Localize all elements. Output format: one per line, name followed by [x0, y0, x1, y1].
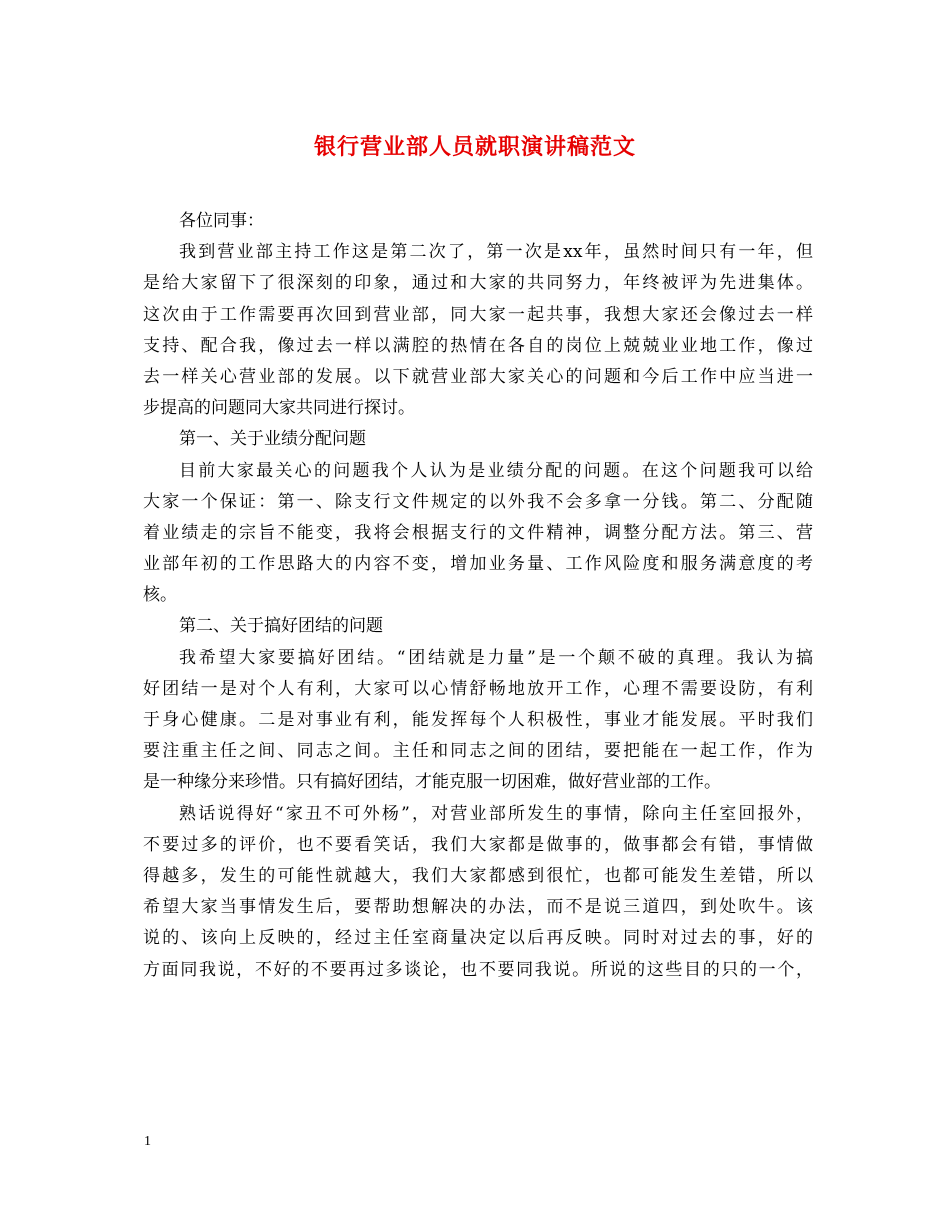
text-line: 得越多，发生的可能性就越大，我们大家都感到很忙，也都可能发生差错，所以	[143, 865, 813, 886]
text-line: 业部年初的工作思路大的内容不变，增加业务量、工作风险度和服务满意度的考	[143, 554, 813, 575]
text-line: 要注重主任之间、同志之间。主任和同志之间的团结，要把能在一起工作，作为	[143, 741, 813, 762]
document-title: 银行营业部人员就职演讲稿范文	[313, 134, 636, 160]
document-body	[143, 206, 813, 986]
text-line: 步提高的问题同大家共同进行探讨。	[143, 398, 415, 419]
text-line: 说的、该向上反映的，经过主任室商量决定以后再反映。同时对过去的事，好的	[143, 928, 813, 949]
page-number: 1	[144, 1134, 151, 1149]
text-line: 我希望大家要搞好团结。“团结就是力量”是一个颠不破的真理。我认为搞	[179, 647, 813, 668]
text-line: 支持、配合我，像过去一样以满腔的热情在各自的岗位上兢兢业业地工作，像过	[143, 335, 813, 356]
text-line: 大家一个保证：第一、除支行文件规定的以外我不会多拿一分钱。第二、分配随	[143, 491, 813, 512]
text-line: 核。	[143, 585, 177, 606]
text-line: 这次由于工作需要再次回到营业部，同大家一起共事，我想大家还会像过去一样	[143, 304, 813, 325]
text-line: 是给大家留下了很深刻的印象，通过和大家的共同努力，年终被评为先进集体。	[143, 273, 813, 294]
text-line: 于身心健康。二是对事业有利，能发挥每个人积极性，事业才能发展。平时我们	[143, 710, 813, 730]
text-line: 目前大家最关心的问题我个人认为是业绩分配的问题。在这个问题我可以给	[179, 460, 813, 481]
text-line: 着业绩走的宗旨不能变，我将会根据支行的文件精神，调整分配方法。第三、营	[143, 522, 813, 543]
text-line: 第一、关于业绩分配问题	[179, 429, 366, 450]
text-line: 熟话说得好“家丑不可外杨”，对营业部所发生的事情，除向主任室回报外，	[179, 803, 813, 824]
text-line: 去一样关心营业部的发展。以下就营业部大家关心的问题和今后工作中应当进一	[143, 366, 813, 387]
text-line: 我到营业部主持工作这是第二次了，第一次是xx年，虽然时间只有一年，但	[179, 242, 813, 263]
text-line: 好团结一是对个人有利，大家可以心情舒畅地放开工作，心理不需要设防，有利	[143, 678, 813, 699]
text-line: 不要过多的评价，也不要看笑话，我们大家都是做事的，做事都会有错，事情做	[143, 834, 813, 855]
text-line: 希望大家当事情发生后，要帮助想解决的办法，而不是说三道四，到处吹牛。该	[143, 897, 813, 918]
text-line: 各位同事：	[179, 211, 264, 231]
text-line: 方面同我说，不好的不要再过多谈论，也不要同我说。所说的这些目的只的一个，	[143, 959, 813, 980]
text-line: 第二、关于搞好团结的问题	[179, 616, 383, 637]
text-line: 是一种缘分来珍惜。只有搞好团结，才能克服一切困难，做好营业部的工作。	[143, 772, 721, 793]
